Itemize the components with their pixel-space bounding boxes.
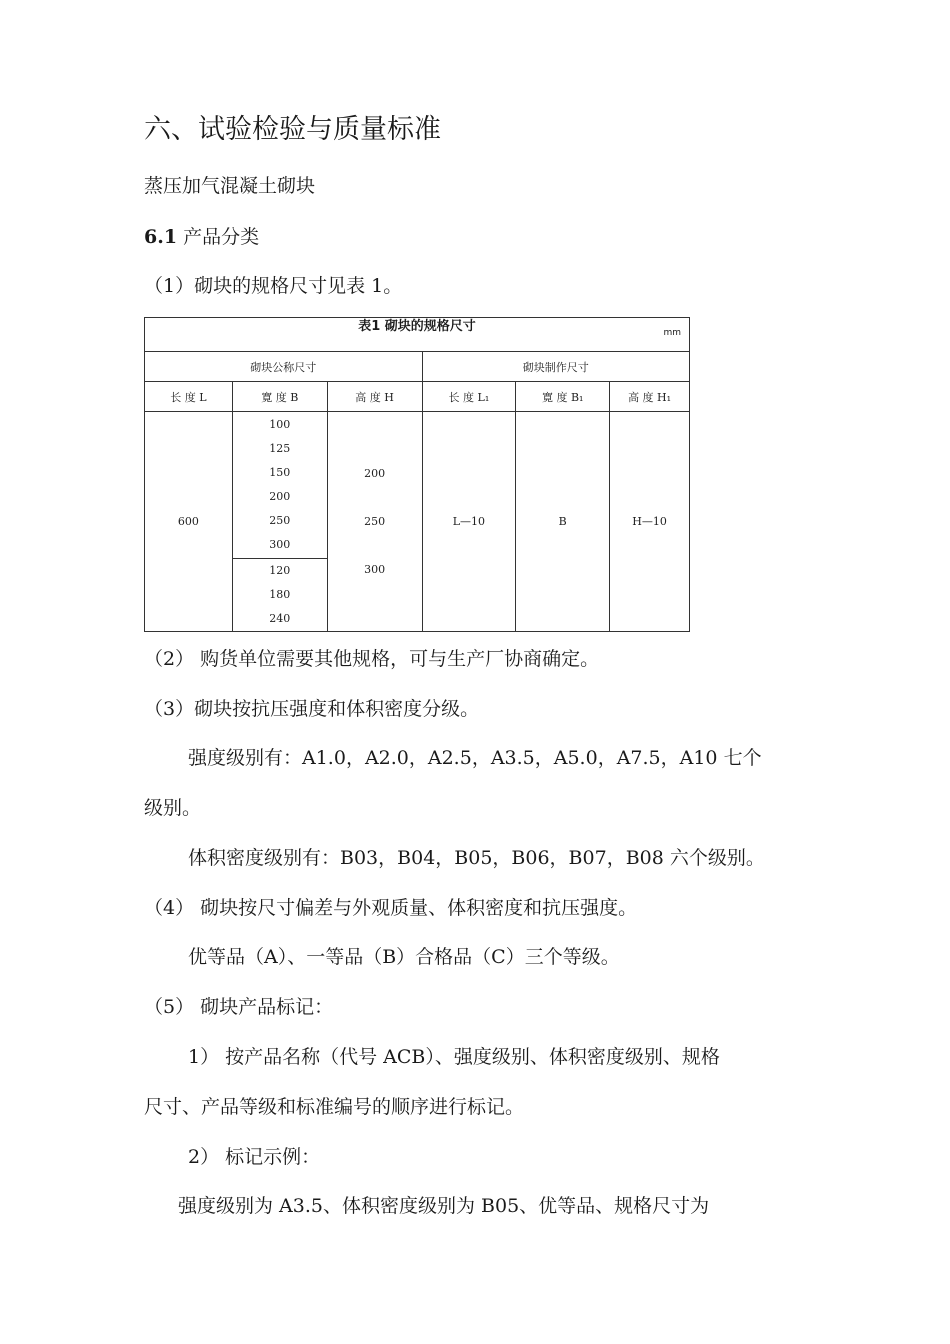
- section-heading: [144, 225, 259, 249]
- grade-line: 优等品（A）、一等品（B）合格品（C）三个等级。: [188, 946, 620, 968]
- height-value: 300: [364, 562, 386, 576]
- cell-length: 600: [145, 412, 233, 632]
- example-line: 强度级别为 A3.5、体积密度级别为 B05、优等品、规格尺寸为: [178, 1195, 710, 1217]
- col-header-length: 长 度 L: [145, 382, 233, 412]
- height-value: 250: [364, 514, 386, 528]
- width-value: 200: [269, 490, 291, 503]
- col-header-width: 寛 度 B: [232, 382, 327, 412]
- col-header-made-height: 高 度 H₁: [610, 382, 690, 412]
- width-value: 250: [269, 514, 291, 527]
- cell-made-height: H—10: [610, 412, 690, 632]
- section-title: 产品分类: [183, 226, 260, 248]
- col-header-made-width: 寛 度 B₁: [516, 382, 610, 412]
- table-unit: mm: [663, 328, 681, 338]
- marking-example-label: 2） 标记示例：: [188, 1146, 321, 1168]
- group-nominal-header: 砌块公称尺寸: [145, 352, 423, 382]
- table-title: [144, 317, 690, 351]
- cell-widths-b: [232, 559, 327, 632]
- width-value: 150: [269, 466, 291, 479]
- cell-heights: [327, 412, 422, 632]
- spec-table: [144, 317, 690, 634]
- item-5: （5） 砌块产品标记：: [144, 996, 334, 1018]
- width-value: 180: [269, 588, 291, 601]
- strength-levels-line-2: 级别。: [144, 797, 202, 819]
- height-value: 200: [364, 466, 386, 480]
- width-value: 120: [269, 564, 291, 577]
- section-number: 6.1: [144, 226, 178, 248]
- group-made-header: 砌块制作尺寸: [422, 352, 690, 382]
- marking-rule-line-1: 1） 按产品名称（代号 ACB）、强度级别、体积密度级别、规格: [188, 1046, 720, 1068]
- cell-made-width: B: [516, 412, 610, 632]
- col-header-made-length: 长 度 L₁: [422, 382, 516, 412]
- table-title-text: 表1 砌块的规格尺寸: [358, 319, 476, 334]
- item-3: （3）砌块按抗压强度和体积密度分级。: [144, 698, 480, 720]
- marking-rule-line-2: 尺寸、产品等级和标准编号的顺序进行标记。: [144, 1096, 525, 1118]
- density-levels-line: 体积密度级别有：B03，B04，B05，B06，B07，B08 六个级别。: [188, 847, 765, 869]
- width-value: 240: [269, 612, 291, 625]
- width-value: 100: [269, 418, 291, 431]
- col-header-height: 高 度 H: [327, 382, 422, 412]
- cell-widths-a: [232, 412, 327, 559]
- item-1: （1）砌块的规格尺寸见表 1。: [144, 275, 403, 297]
- item-2: （2） 购货单位需要其他规格，可与生产厂协商确定。: [144, 648, 600, 670]
- strength-levels-line-1: 强度级别有：A1.0，A2.0，A2.5，A3.5，A5.0，A7.5，A10 七个: [188, 747, 762, 769]
- width-value: 300: [269, 538, 291, 551]
- cell-made-length: L—10: [422, 412, 516, 632]
- page-heading: 六、试验检验与质量标准: [144, 114, 441, 145]
- document-subtitle: 蒸压加气混凝土砌块: [144, 175, 316, 197]
- item-4: （4） 砌块按尺寸偏差与外观质量、体积密度和抗压强度。: [144, 897, 638, 919]
- width-value: 125: [269, 442, 291, 455]
